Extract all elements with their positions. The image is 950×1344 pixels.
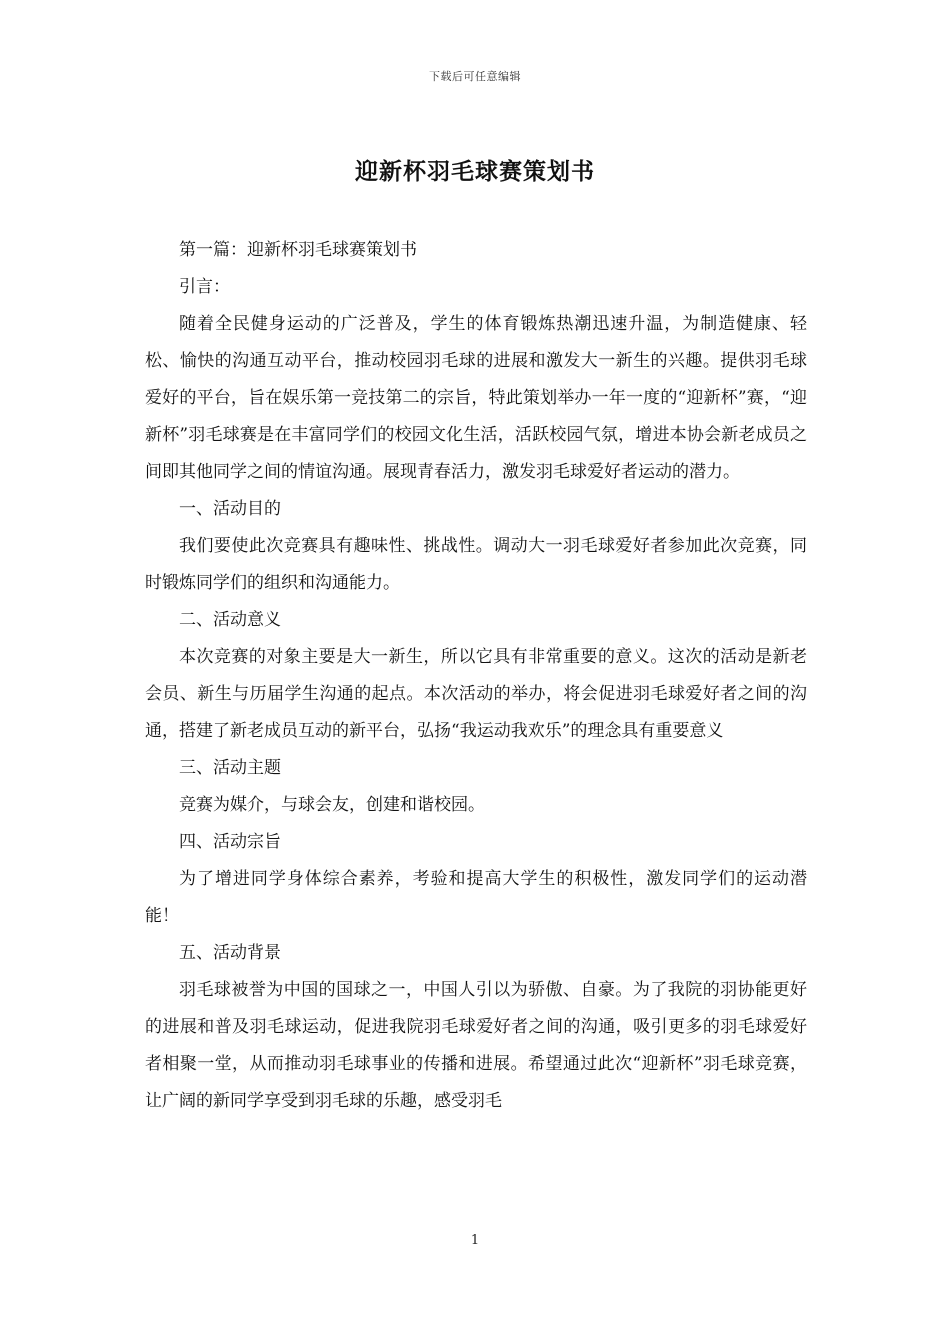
section-heading-background: 五、活动背景 xyxy=(179,943,281,963)
paragraph-purpose: 我们要使此次竞赛具有趣味性、挑战性。调动大一羽毛球爱好者参加此次竞赛，同时锻炼同学们的组织和沟通能力。 xyxy=(145,536,807,593)
header-note: 下载后可任意编辑 xyxy=(429,70,521,83)
paragraph-tenet: 为了增进同学身体综合素养，考验和提高大学生的积极性，激发同学们的运动潜能！ xyxy=(145,869,807,926)
section-heading-significance: 二、活动意义 xyxy=(179,610,281,630)
paragraph-introduction: 随着全民健身运动的广泛普及，学生的体育锻炼热潮迅速升温，为制造健康、轻松、愉快的沟通互动平台，推动校园羽毛球的进展和激发大一新生的兴趣。提供羽毛球爱好的平台，旨在娱乐第一竞技第二的宗旨，特此策划举办一年一度的“迎新杯”赛，“迎新杯”羽毛球赛是在丰富同学们的校园文化生活，活跃校园气氛，增进本协会新老成员之间即其他同学之间的情谊沟通。展现青春活力，激发羽毛球爱好者运动的潜力。 xyxy=(145,314,807,482)
page-number: 1 xyxy=(470,1233,480,1248)
section-heading-part-one: 第一篇：迎新杯羽毛球赛策划书 xyxy=(179,240,417,260)
document-body xyxy=(145,232,807,1120)
paragraph-background: 羽毛球被誉为中国的国球之一，中国人引以为骄傲、自豪。为了我院的羽协能更好的进展和普及羽毛球运动，促进我院羽毛球爱好者之间的沟通，吸引更多的羽毛球爱好者相聚一堂，从而推动羽毛球事业的传播和进展。希望通过此次“迎新杯”羽毛球竞赛，让广阔的新同学享受到羽毛球的乐趣，感受羽毛 xyxy=(145,980,807,1111)
section-heading-tenet: 四、活动宗旨 xyxy=(179,832,281,852)
document-title: 迎新杯羽毛球赛策划书 xyxy=(355,158,595,185)
section-heading-introduction: 引言： xyxy=(179,277,230,297)
section-heading-theme: 三、活动主题 xyxy=(179,758,281,778)
paragraph-theme: 竞赛为媒介，与球会友，创建和谐校园。 xyxy=(179,795,485,815)
paragraph-significance: 本次竞赛的对象主要是大一新生，所以它具有非常重要的意义。这次的活动是新老会员、新生与历届学生沟通的起点。本次活动的举办，将会促进羽毛球爱好者之间的沟通，搭建了新老成员互动的新平台，弘扬“我运动我欢乐”的理念具有重要意义 xyxy=(145,647,807,741)
section-heading-purpose: 一、活动目的 xyxy=(179,499,281,519)
